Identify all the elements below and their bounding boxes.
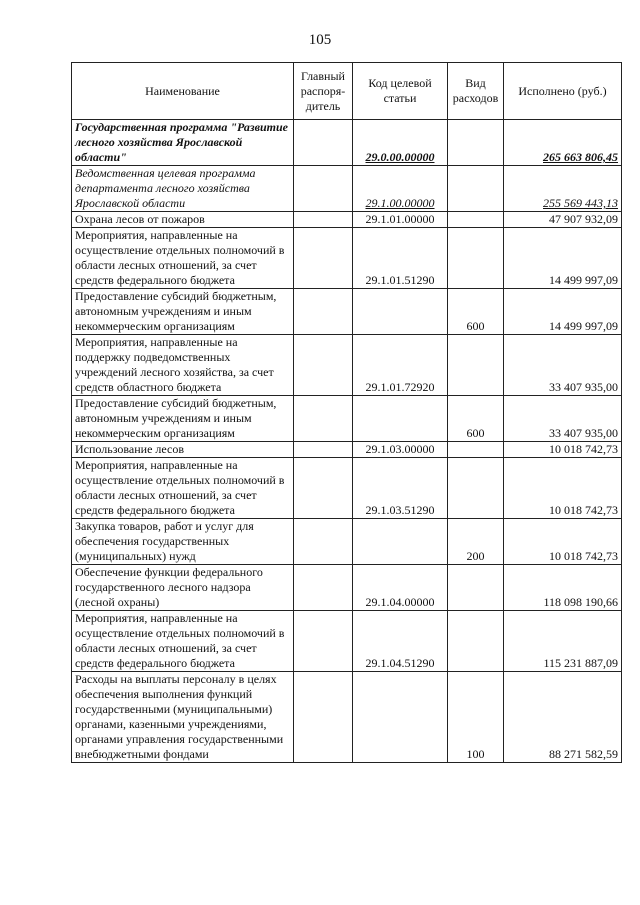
table-row — [72, 442, 622, 458]
header-name: Наименование — [72, 63, 294, 120]
name-cell: Ведомственная целевая программа департамента лесного хозяйства Ярославской области — [72, 166, 294, 212]
name-cell: Закупка товаров, работ и услуг для обеспечения государственных (муниципальных) нужд — [72, 519, 294, 565]
table-row — [72, 228, 622, 289]
table-body — [72, 120, 622, 763]
type-cell — [448, 335, 504, 396]
name-cell: Мероприятия, направленные на осуществление отдельных полномочий в области лесных отношений, за счет средств федерального бюджета — [72, 228, 294, 289]
table-row — [72, 212, 622, 228]
type-cell: 600 — [448, 396, 504, 442]
type-cell — [448, 442, 504, 458]
manager-cell — [294, 120, 353, 166]
code-cell: 29.1.01.51290 — [353, 228, 448, 289]
page-number: 105 — [308, 32, 332, 48]
type-cell — [448, 611, 504, 672]
amount-cell: 88 271 582,59 — [504, 672, 622, 763]
budget-table — [71, 62, 622, 763]
amount-cell: 14 499 997,09 — [504, 228, 622, 289]
name-cell: Предоставление субсидий бюджетным, автономным учреждениям и иным некоммерческим организациям — [72, 396, 294, 442]
table-row — [72, 565, 622, 611]
table-row — [72, 335, 622, 396]
code-cell — [353, 672, 448, 763]
amount-cell: 10 018 742,73 — [504, 519, 622, 565]
name-cell: Предоставление субсидий бюджетным, автономным учреждениям и иным некоммерческим организациям — [72, 289, 294, 335]
amount-cell: 118 098 190,66 — [504, 565, 622, 611]
code-cell: 29.1.01.00000 — [353, 212, 448, 228]
header-manager: Главный распоря-дитель — [294, 63, 353, 120]
code-cell: 29.1.01.72920 — [353, 335, 448, 396]
name-cell: Охрана лесов от пожаров — [72, 212, 294, 228]
table-row — [72, 120, 622, 166]
code-cell: 29.1.00.00000 — [353, 166, 448, 212]
header-type: Вид расходов — [448, 63, 504, 120]
amount-cell: 33 407 935,00 — [504, 335, 622, 396]
amount-cell: 265 663 806,45 — [504, 120, 622, 166]
type-cell — [448, 166, 504, 212]
amount-cell: 47 907 932,09 — [504, 212, 622, 228]
manager-cell — [294, 565, 353, 611]
code-cell: 29.1.03.51290 — [353, 458, 448, 519]
type-cell: 600 — [448, 289, 504, 335]
amount-cell: 10 018 742,73 — [504, 442, 622, 458]
table-row — [72, 289, 622, 335]
table-row — [72, 611, 622, 672]
type-cell: 200 — [448, 519, 504, 565]
type-cell — [448, 458, 504, 519]
code-cell — [353, 396, 448, 442]
amount-cell: 33 407 935,00 — [504, 396, 622, 442]
code-cell: 29.0.00.00000 — [353, 120, 448, 166]
amount-cell: 115 231 887,09 — [504, 611, 622, 672]
manager-cell — [294, 166, 353, 212]
manager-cell — [294, 442, 353, 458]
manager-cell — [294, 228, 353, 289]
name-cell: Использование лесов — [72, 442, 294, 458]
code-cell: 29.1.04.00000 — [353, 565, 448, 611]
table-row — [72, 166, 622, 212]
header-amount: Исполнено (руб.) — [504, 63, 622, 120]
manager-cell — [294, 396, 353, 442]
name-cell: Мероприятия, направленные на осуществление отдельных полномочий в области лесных отношений, за счет средств федерального бюджета — [72, 611, 294, 672]
name-cell: Мероприятия, направленные на поддержку подведомственных учреждений лесного хозяйства, за счет средств областного бюджета — [72, 335, 294, 396]
name-cell: Мероприятия, направленные на осуществление отдельных полномочий в области лесных отношений, за счет средств федерального бюджета — [72, 458, 294, 519]
manager-cell — [294, 289, 353, 335]
manager-cell — [294, 519, 353, 565]
type-cell — [448, 228, 504, 289]
table-row — [72, 458, 622, 519]
type-cell — [448, 120, 504, 166]
manager-cell — [294, 611, 353, 672]
manager-cell — [294, 335, 353, 396]
amount-cell: 255 569 443,13 — [504, 166, 622, 212]
code-cell — [353, 289, 448, 335]
table-header-row — [72, 63, 622, 120]
name-cell: Государственная программа "Развитие лесного хозяйства Ярославской области" — [72, 120, 294, 166]
amount-cell: 10 018 742,73 — [504, 458, 622, 519]
manager-cell — [294, 458, 353, 519]
type-cell: 100 — [448, 672, 504, 763]
code-cell: 29.1.03.00000 — [353, 442, 448, 458]
table-row — [72, 672, 622, 763]
manager-cell — [294, 672, 353, 763]
table-row — [72, 519, 622, 565]
manager-cell — [294, 212, 353, 228]
name-cell: Обеспечение функции федерального государственного лесного надзора (лесной охраны) — [72, 565, 294, 611]
table-row — [72, 396, 622, 442]
amount-cell: 14 499 997,09 — [504, 289, 622, 335]
type-cell — [448, 565, 504, 611]
name-cell: Расходы на выплаты персоналу в целях обеспечения выполнения функций государственными (муниципальными) органами, казенными учреждениями, органами управления государственными внебюджетными фондами — [72, 672, 294, 763]
code-cell — [353, 519, 448, 565]
header-code: Код целевой статьи — [353, 63, 448, 120]
type-cell — [448, 212, 504, 228]
code-cell: 29.1.04.51290 — [353, 611, 448, 672]
